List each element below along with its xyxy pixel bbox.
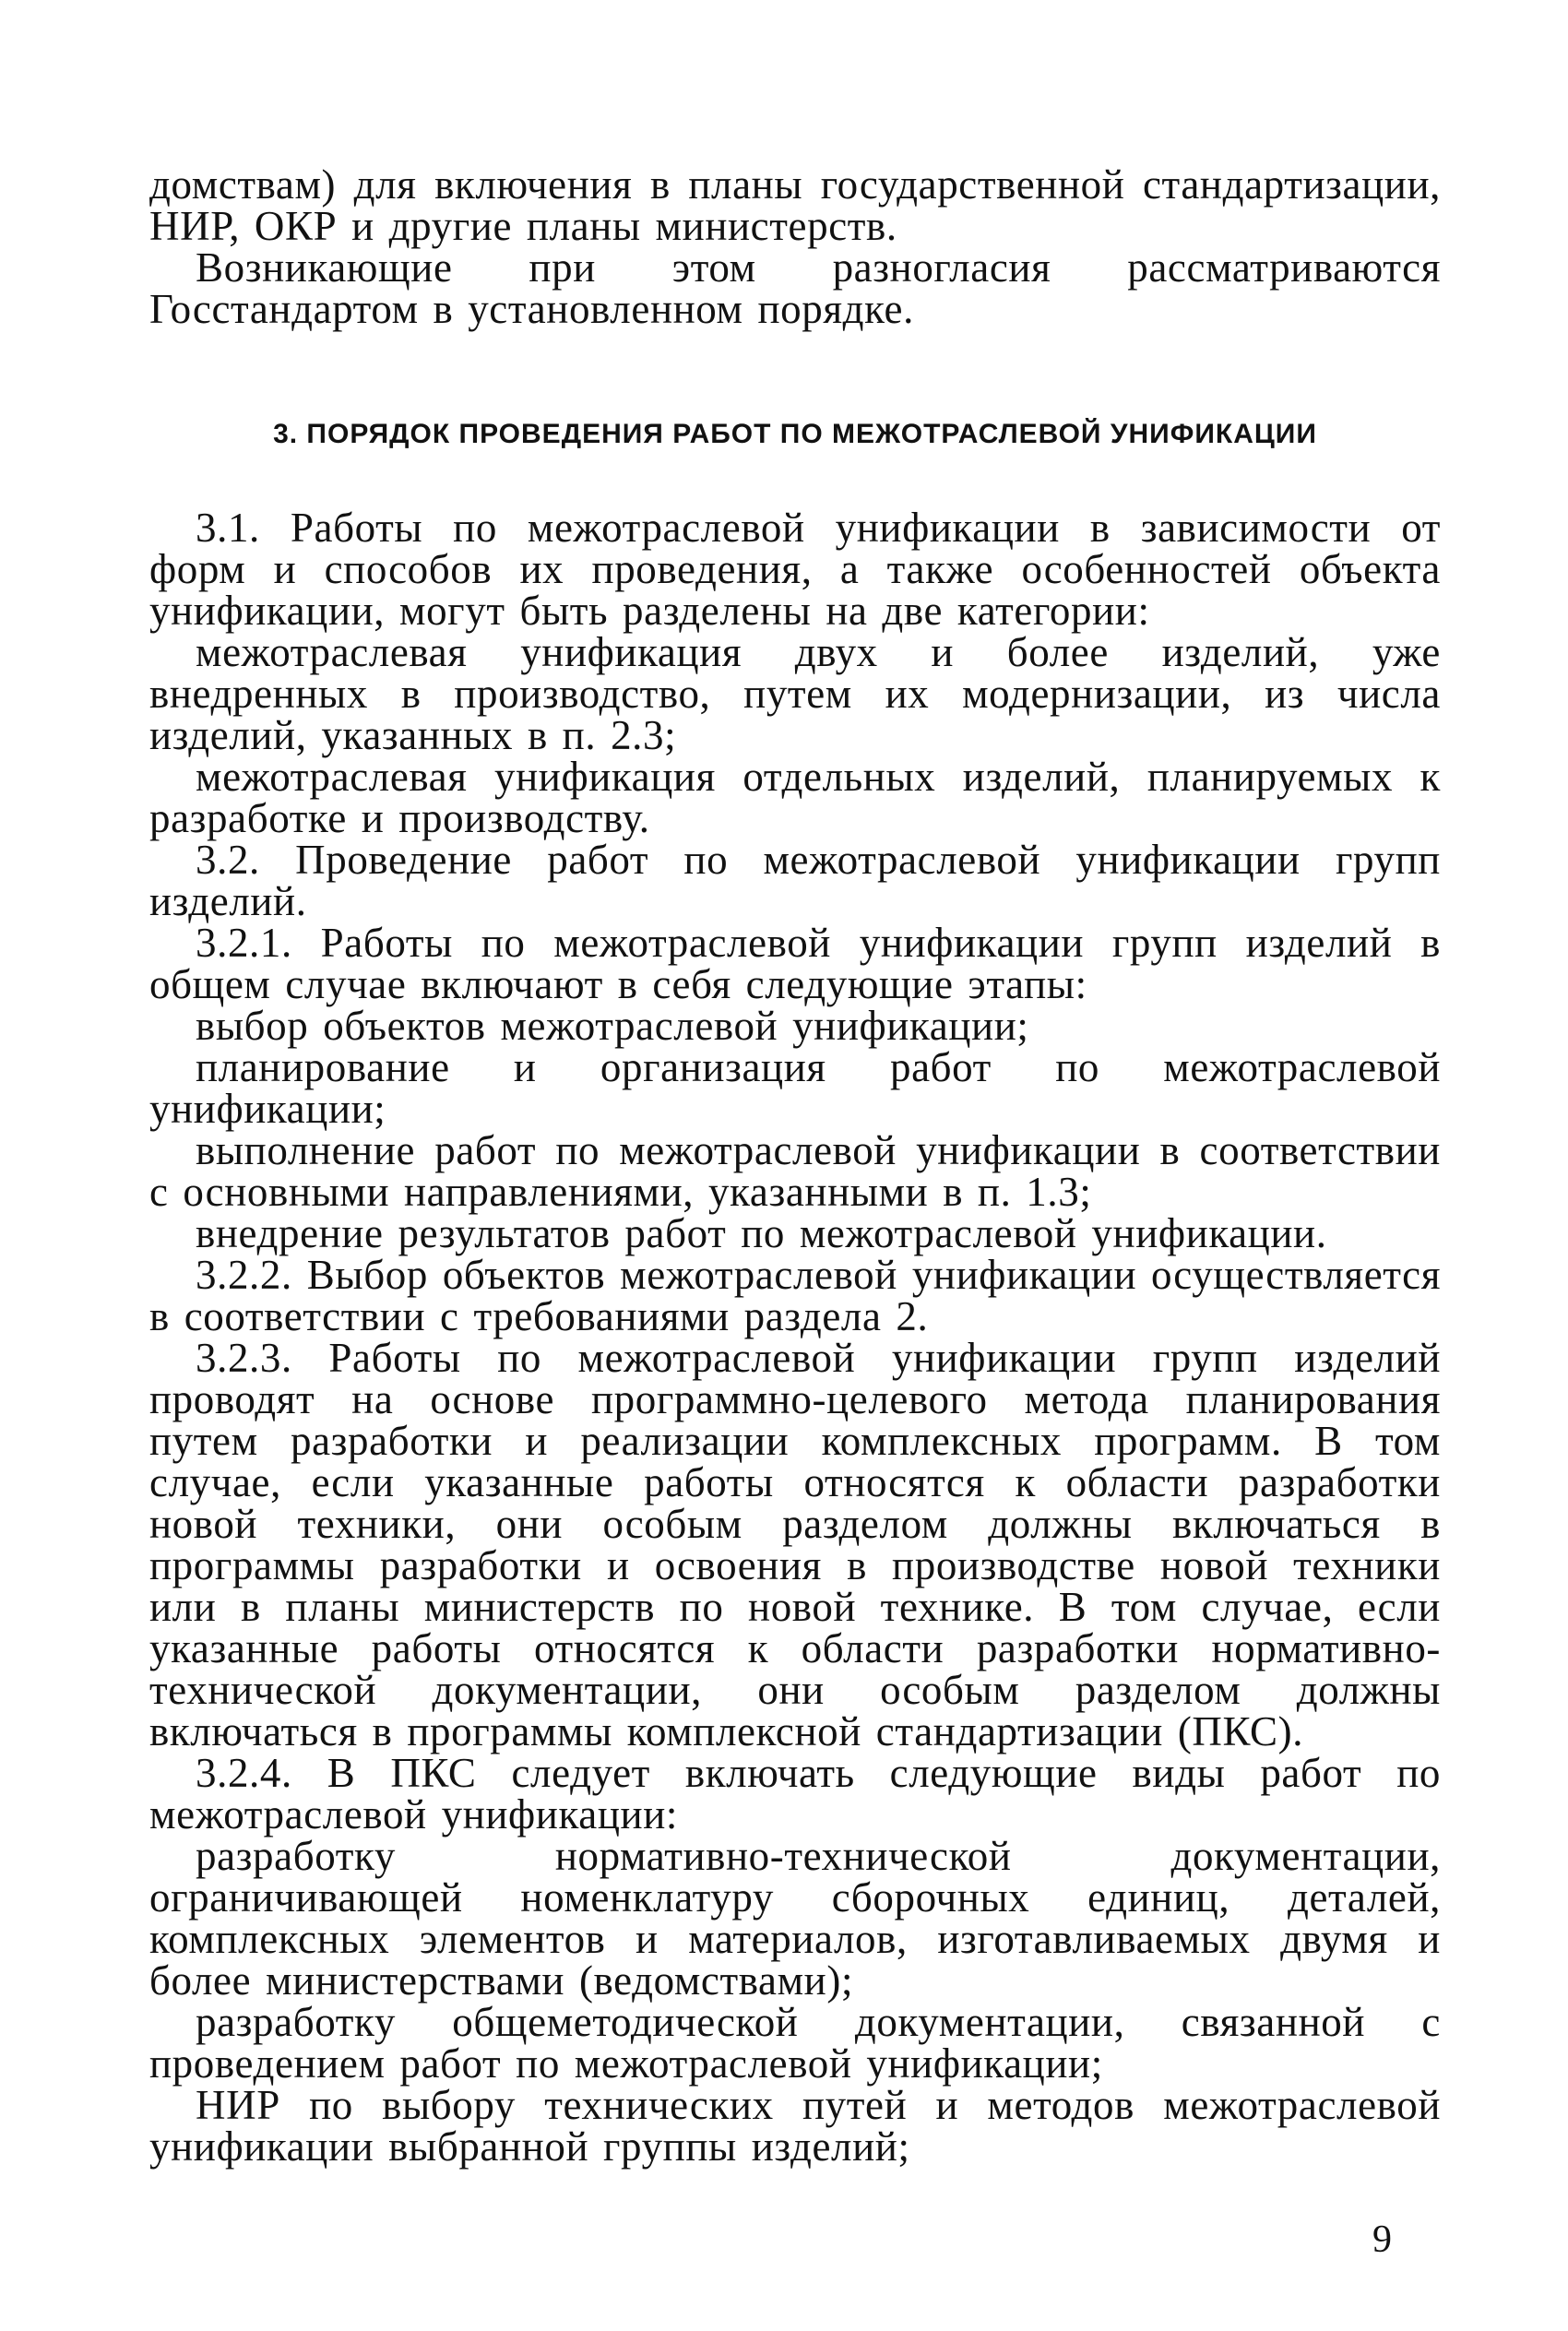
list-item-work-2: разработку общеметодической документации, связанной с проведением работ по межотраслевой унификации; <box>149 1999 1441 2087</box>
paragraph-3-2-2: 3.2.2. Выбор объектов межотраслевой унификации осуществляется в соответствии с требованиями раздела 2. <box>149 1252 1441 1339</box>
paragraph-3-2-4: 3.2.4. В ПКС следует включать следующие виды работ по межотраслевой унификации: <box>149 1750 1441 1837</box>
list-item-stage-4: внедрение результатов работ по межотраслевой унификации. <box>196 1210 1327 1256</box>
paragraph-3-1: 3.1. Работы по межотраслевой унификации в зависимости от форм и способов их проведения, а также особенностей объекта унификации, могут быть разделены на две категории: <box>149 505 1441 634</box>
list-item-stage-2: планирование и организация работ по межотраслевой унификации; <box>149 1044 1441 1132</box>
page-number: 9 <box>1372 2218 1392 2261</box>
paragraph-3-2: 3.2. Проведение работ по межотраслевой унификации групп изделий. <box>149 837 1441 924</box>
paragraph-3-2-3: 3.2.3. Работы по межотраслевой унификации групп изделий проводят на основе программно-целевого метода планирования путем разработки и реализации комплексных программ. В том случае, если указанные работы относятся к области разработки новой техники, они особым разделом должны включаться в программы разработки и освоения в производстве новой техники или в планы министерств по новой технике. В том случае, если указанные работы относятся к области разработки нормативно-технической документации, они особым разделом должны включаться в программы комплексной стандартизации (ПКС). <box>149 1335 1441 1754</box>
list-item-category-2: межотраслевая унификация отдельных изделий, планируемых к разработке и производству. <box>149 754 1441 841</box>
list-item-stage-3: выполнение работ по межотраслевой унификации в соответствии с основными направлениями, указанными в п. 1.3; <box>149 1127 1441 1215</box>
list-item-category-1: межотраслевая унификация двух и более изделий, уже внедренных в производство, путем их модернизации, из числа изделий, указанных в п. 2.3; <box>149 629 1441 758</box>
document-page <box>149 161 1441 2170</box>
paragraph-disagreements: Возникающие при этом разногласия рассматриваются Госстандартом в установленном порядке. <box>149 244 1441 332</box>
section-title: 3. ПОРЯДОК ПРОВЕДЕНИЯ РАБОТ ПО МЕЖОТРАСЛЕВОЙ УНИФИКАЦИИ <box>273 419 1317 449</box>
list-item-work-1: разработку нормативно-технической документации, ограничивающей номенклатуру сборочных единиц, деталей, комплексных элементов и материалов, изготавливаемых двумя и более министерствами (ведомствами); <box>149 1833 1441 2004</box>
list-item-stage-1: выбор объектов межотраслевой унификации; <box>196 1003 1029 1049</box>
list-item-work-3: НИР по выбору технических путей и методов межотраслевой унификации выбранной группы изделий; <box>149 2082 1441 2170</box>
paragraph-continuation: домствам) для включения в планы государственной стандартизации, НИР, ОКР и другие планы министерств. <box>149 161 1441 249</box>
paragraph-3-2-1: 3.2.1. Работы по межотраслевой унификации групп изделий в общем случае включают в себя следующие этапы: <box>149 920 1441 1007</box>
